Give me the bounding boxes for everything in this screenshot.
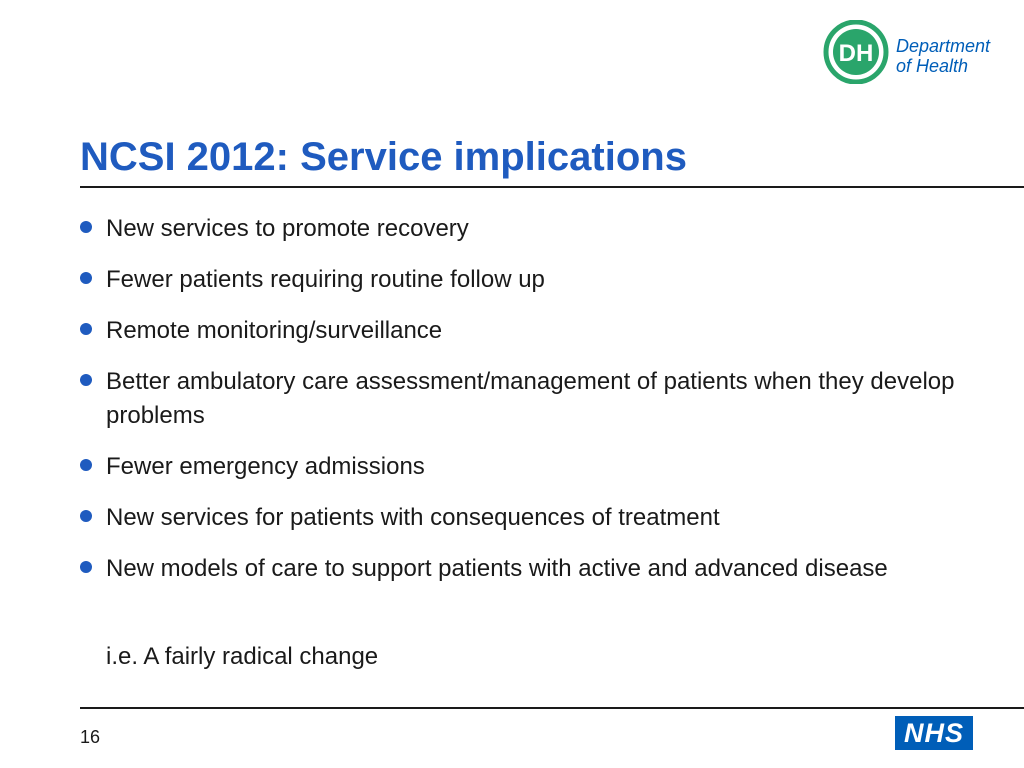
dh-name-line2: of Health	[896, 56, 969, 76]
page-number: 16	[80, 727, 101, 747]
bullet-item	[80, 314, 980, 348]
bullet-icon	[80, 510, 92, 522]
footer-divider	[80, 707, 1024, 709]
dh-logo-icon	[822, 20, 892, 84]
bullet-icon	[80, 561, 92, 573]
bullet-icon	[80, 272, 92, 284]
bullet-icon	[80, 323, 92, 335]
bullet-text: Better ambulatory care assessment/management of patients when they develop problems	[106, 368, 955, 429]
bullet-item	[80, 365, 980, 433]
bullet-text: Remote monitoring/surveillance	[106, 317, 443, 344]
bullet-item	[80, 552, 980, 586]
bullet-text: Fewer patients requiring routine follow up	[106, 266, 545, 293]
bullet-icon	[80, 221, 92, 233]
bullet-text: New models of care to support patients with active and advanced disease	[106, 555, 888, 582]
bullet-item	[80, 263, 980, 297]
dh-wordmark	[896, 36, 990, 76]
bullet-item	[80, 501, 980, 535]
slide-title: NCSI 2012: Service implications	[80, 135, 687, 179]
title-divider	[80, 186, 1024, 188]
bullet-item	[80, 450, 980, 484]
dh-name-line1: Department	[896, 36, 991, 56]
bullet-text: Fewer emergency admissions	[106, 453, 425, 480]
dh-initials: DH	[838, 40, 874, 67]
conclusion-text: i.e. A fairly radical change	[106, 643, 379, 670]
bullet-icon	[80, 374, 92, 386]
bullet-list	[80, 212, 980, 603]
bullet-item	[80, 212, 980, 246]
nhs-logo: NHS	[895, 716, 973, 750]
department-of-health-logo	[822, 20, 1018, 84]
bullet-icon	[80, 459, 92, 471]
bullet-text: New services to promote recovery	[106, 215, 469, 242]
bullet-text: New services for patients with consequences of treatment	[106, 504, 720, 531]
